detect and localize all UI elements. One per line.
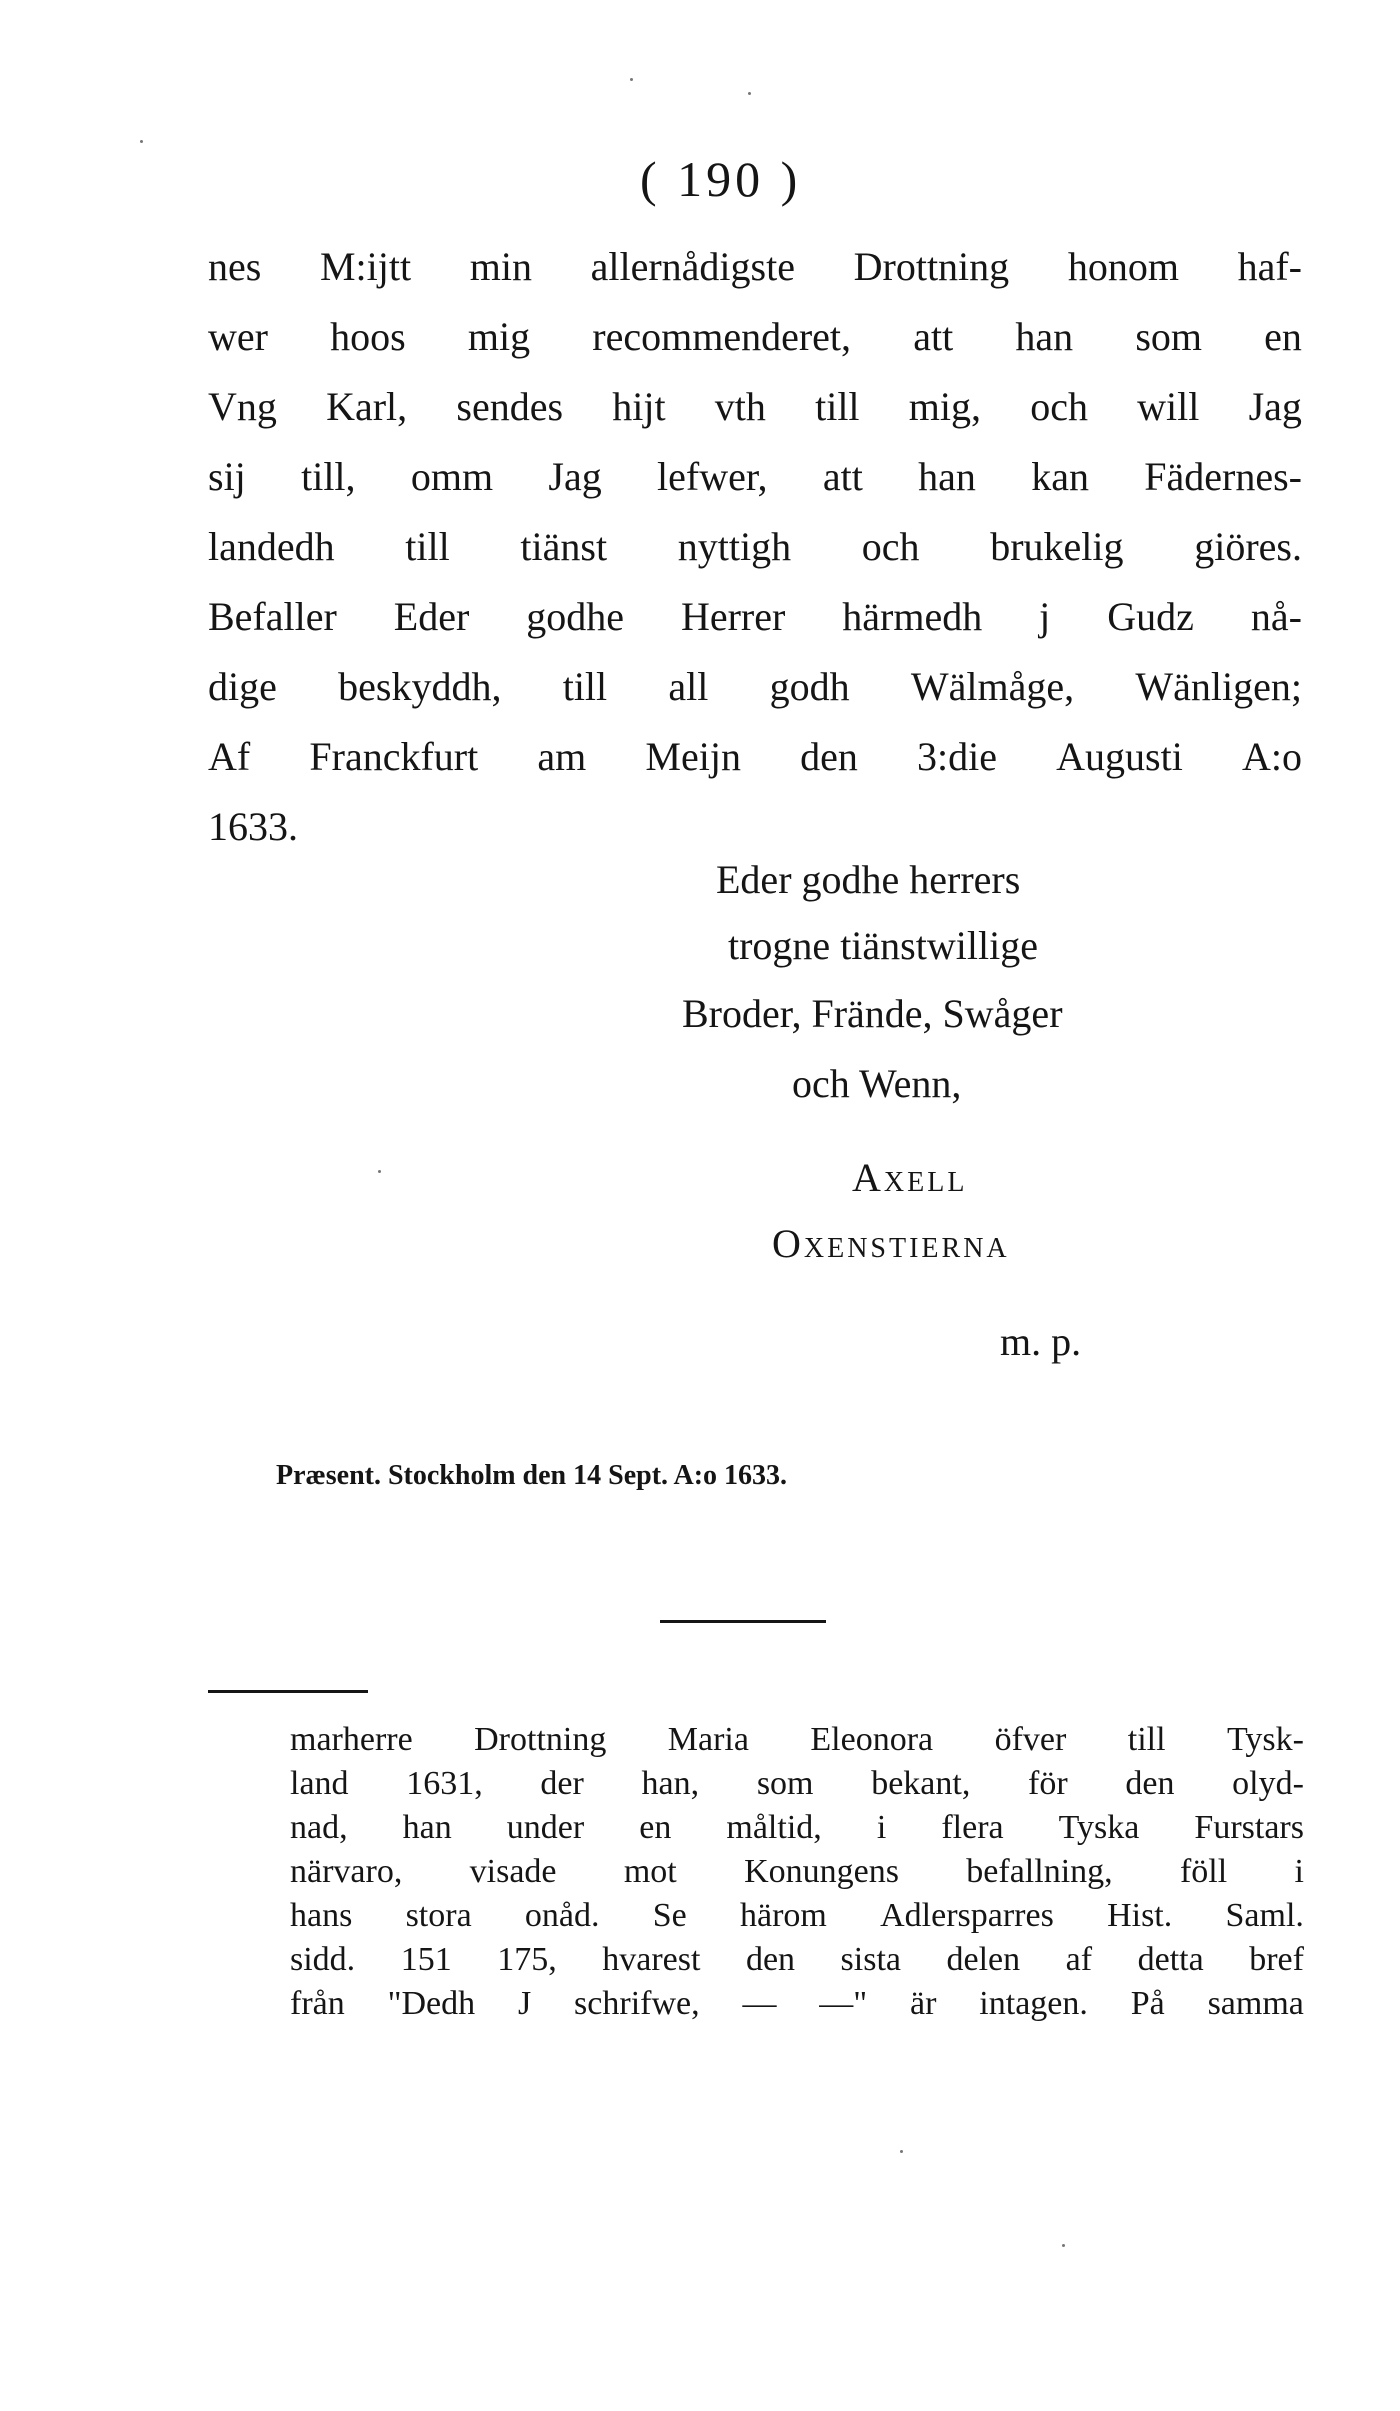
- word: tiänst: [520, 524, 608, 569]
- word: —: [742, 1985, 777, 2022]
- word: Drottning: [474, 1721, 607, 1758]
- word: Vng: [208, 384, 277, 429]
- word: 175,: [497, 1941, 557, 1978]
- word: J: [517, 1985, 532, 2022]
- word: bekant,: [871, 1765, 971, 1802]
- word: sendes: [456, 384, 564, 429]
- signature-mp: m. p.: [1000, 1319, 1082, 1364]
- word: nes: [208, 244, 262, 289]
- body-line: [208, 372, 1302, 442]
- word: att: [913, 314, 954, 359]
- print-speck: [748, 92, 751, 95]
- word: och: [1030, 384, 1088, 429]
- word: delen: [946, 1941, 1021, 1978]
- word: 151: [400, 1941, 452, 1978]
- footnote-line: [290, 1894, 1304, 1938]
- page-number: ( 190 ): [640, 151, 802, 207]
- word: Adlersparres: [880, 1897, 1054, 1934]
- word: all: [668, 664, 709, 709]
- word: schrifwe,: [574, 1985, 700, 2022]
- letter-body: [208, 232, 1302, 862]
- word: hoos: [330, 314, 406, 359]
- body-line: [208, 302, 1302, 372]
- word: föll: [1179, 1853, 1228, 1890]
- word: samma: [1207, 1985, 1304, 2022]
- word: min: [469, 244, 532, 289]
- word: brukelig: [990, 524, 1124, 569]
- word: flera: [941, 1809, 1004, 1846]
- print-speck: [378, 1170, 381, 1173]
- word: är: [910, 1985, 937, 2022]
- word: bref: [1249, 1941, 1304, 1978]
- word: han: [402, 1809, 452, 1846]
- footnote-rule: [208, 1690, 368, 1693]
- word: som: [756, 1765, 814, 1802]
- footnote-line: [290, 1982, 1304, 2026]
- footnote: [290, 1718, 1304, 2026]
- word: wer: [208, 314, 268, 359]
- closing-salutation: Eder godhe herrers: [716, 857, 1021, 902]
- closing-relations: Broder, Frände, Swåger: [682, 991, 1063, 1036]
- body-line: [208, 652, 1302, 722]
- word: måltid,: [726, 1809, 822, 1846]
- word: Furstars: [1194, 1809, 1304, 1846]
- word: Tyska: [1058, 1809, 1140, 1846]
- word: hvarest: [602, 1941, 701, 1978]
- word: kan: [1031, 454, 1089, 499]
- footnote-line: [290, 1762, 1304, 1806]
- word: närvaro,: [290, 1853, 403, 1890]
- word: och: [861, 524, 920, 569]
- word: Gudz: [1107, 594, 1194, 639]
- word: dige: [208, 664, 277, 709]
- body-line-last: 1633.: [208, 804, 298, 849]
- word: den: [1125, 1765, 1175, 1802]
- word: hijt: [612, 384, 666, 429]
- word: från: [290, 1985, 345, 2022]
- word: Konungens: [744, 1853, 899, 1890]
- word: giöres.: [1194, 524, 1302, 569]
- body-line: [208, 512, 1302, 582]
- word: Maria: [667, 1721, 749, 1758]
- word: 1631,: [406, 1765, 483, 1802]
- section-divider: [660, 1620, 826, 1623]
- word: hans: [290, 1897, 353, 1934]
- word: en: [1264, 314, 1302, 359]
- word: mig,: [908, 384, 981, 429]
- word: den: [800, 734, 858, 779]
- word: haf-: [1237, 244, 1302, 289]
- word: Eder: [393, 594, 470, 639]
- word: godh: [769, 664, 850, 709]
- body-line: [208, 442, 1302, 512]
- word: Fädernes-: [1144, 454, 1302, 499]
- word: härom: [740, 1897, 827, 1934]
- print-speck: [140, 140, 143, 143]
- word: Se: [652, 1897, 687, 1934]
- word: omm: [410, 454, 494, 499]
- word: vth: [714, 384, 766, 429]
- word: Augusti: [1056, 734, 1183, 779]
- word: Franckfurt: [309, 734, 479, 779]
- word: lefwer,: [657, 454, 768, 499]
- closing-wenn: och Wenn,: [792, 1061, 962, 1106]
- word: beskyddh,: [338, 664, 502, 709]
- word: mig: [467, 314, 531, 359]
- footnote-line: [290, 1938, 1304, 1982]
- word: Jag: [548, 454, 602, 499]
- footnote-line: [290, 1806, 1304, 1850]
- word: detta: [1137, 1941, 1204, 1978]
- word: M:ijtt: [319, 244, 412, 289]
- word: öfver: [994, 1721, 1067, 1758]
- word: landedh: [208, 524, 335, 569]
- word: i: [876, 1809, 887, 1846]
- body-line: [208, 232, 1302, 302]
- word: Af: [208, 734, 251, 779]
- word: "Dedh: [387, 1985, 476, 2022]
- word: en: [639, 1809, 672, 1846]
- footnote-line: [290, 1718, 1304, 1762]
- signature-first-name: Axell: [852, 1155, 968, 1200]
- word: visade: [469, 1853, 557, 1890]
- word: Wänligen;: [1135, 664, 1302, 709]
- print-speck: [630, 78, 633, 81]
- word: recommenderet,: [592, 314, 852, 359]
- word: i: [1294, 1853, 1304, 1890]
- word: Drottning: [853, 244, 1010, 289]
- word: allernådigste: [590, 244, 795, 289]
- word: till: [815, 384, 860, 429]
- word: sista: [840, 1941, 901, 1978]
- word: der: [540, 1765, 584, 1802]
- word: stora: [405, 1897, 472, 1934]
- word: will: [1137, 384, 1200, 429]
- word: A:o: [1242, 734, 1302, 779]
- word: han: [918, 454, 976, 499]
- word: till: [562, 664, 608, 709]
- word: befallning,: [966, 1853, 1113, 1890]
- word: Saml.: [1225, 1897, 1304, 1934]
- word: till: [405, 524, 450, 569]
- word: till,: [301, 454, 356, 499]
- word: härmedh: [842, 594, 983, 639]
- word: 3:die: [917, 734, 997, 779]
- word: am: [537, 734, 587, 779]
- word: Herrer: [680, 594, 786, 639]
- word: han,: [641, 1765, 700, 1802]
- word: På: [1130, 1985, 1165, 2022]
- word: sij: [208, 454, 246, 499]
- word: land: [290, 1765, 349, 1802]
- footnote-line: [290, 1850, 1304, 1894]
- word: Hist.: [1107, 1897, 1173, 1934]
- signature-last-name: Oxenstierna: [772, 1221, 1010, 1266]
- word: mot: [623, 1853, 677, 1890]
- word: honom: [1067, 244, 1179, 289]
- word: som: [1135, 314, 1202, 359]
- word: marherre: [290, 1721, 413, 1758]
- word: j: [1039, 594, 1051, 639]
- word: —": [819, 1985, 868, 2022]
- word: intagen.: [979, 1985, 1088, 2022]
- word: Wälmåge,: [910, 664, 1075, 709]
- word: sidd.: [290, 1941, 356, 1978]
- word: Befaller: [208, 594, 337, 639]
- word: den: [745, 1941, 796, 1978]
- word: för: [1028, 1765, 1068, 1802]
- word: Tysk-: [1226, 1721, 1304, 1758]
- word: till: [1127, 1721, 1166, 1758]
- closing-trogne: trogne tiänstwillige: [728, 923, 1038, 968]
- word: onåd.: [524, 1897, 600, 1934]
- word: han: [1015, 314, 1074, 359]
- word: nå-: [1250, 594, 1302, 639]
- word: att: [822, 454, 863, 499]
- print-speck: [900, 2150, 903, 2153]
- word: nad,: [290, 1809, 348, 1846]
- word: godhe: [526, 594, 624, 639]
- word: af: [1065, 1941, 1093, 1978]
- word: under: [506, 1809, 585, 1846]
- word: Eleonora: [810, 1721, 934, 1758]
- print-speck: [1062, 2244, 1065, 2247]
- word: olyd-: [1232, 1765, 1304, 1802]
- word: Meijn: [645, 734, 741, 779]
- presentation-note: Præsent. Stockholm den 14 Sept. A:o 1633.: [276, 1460, 788, 1491]
- word: Karl,: [326, 384, 408, 429]
- body-line: [208, 582, 1302, 652]
- body-line: [208, 722, 1302, 792]
- word: Jag: [1248, 384, 1302, 429]
- word: nyttigh: [677, 524, 792, 569]
